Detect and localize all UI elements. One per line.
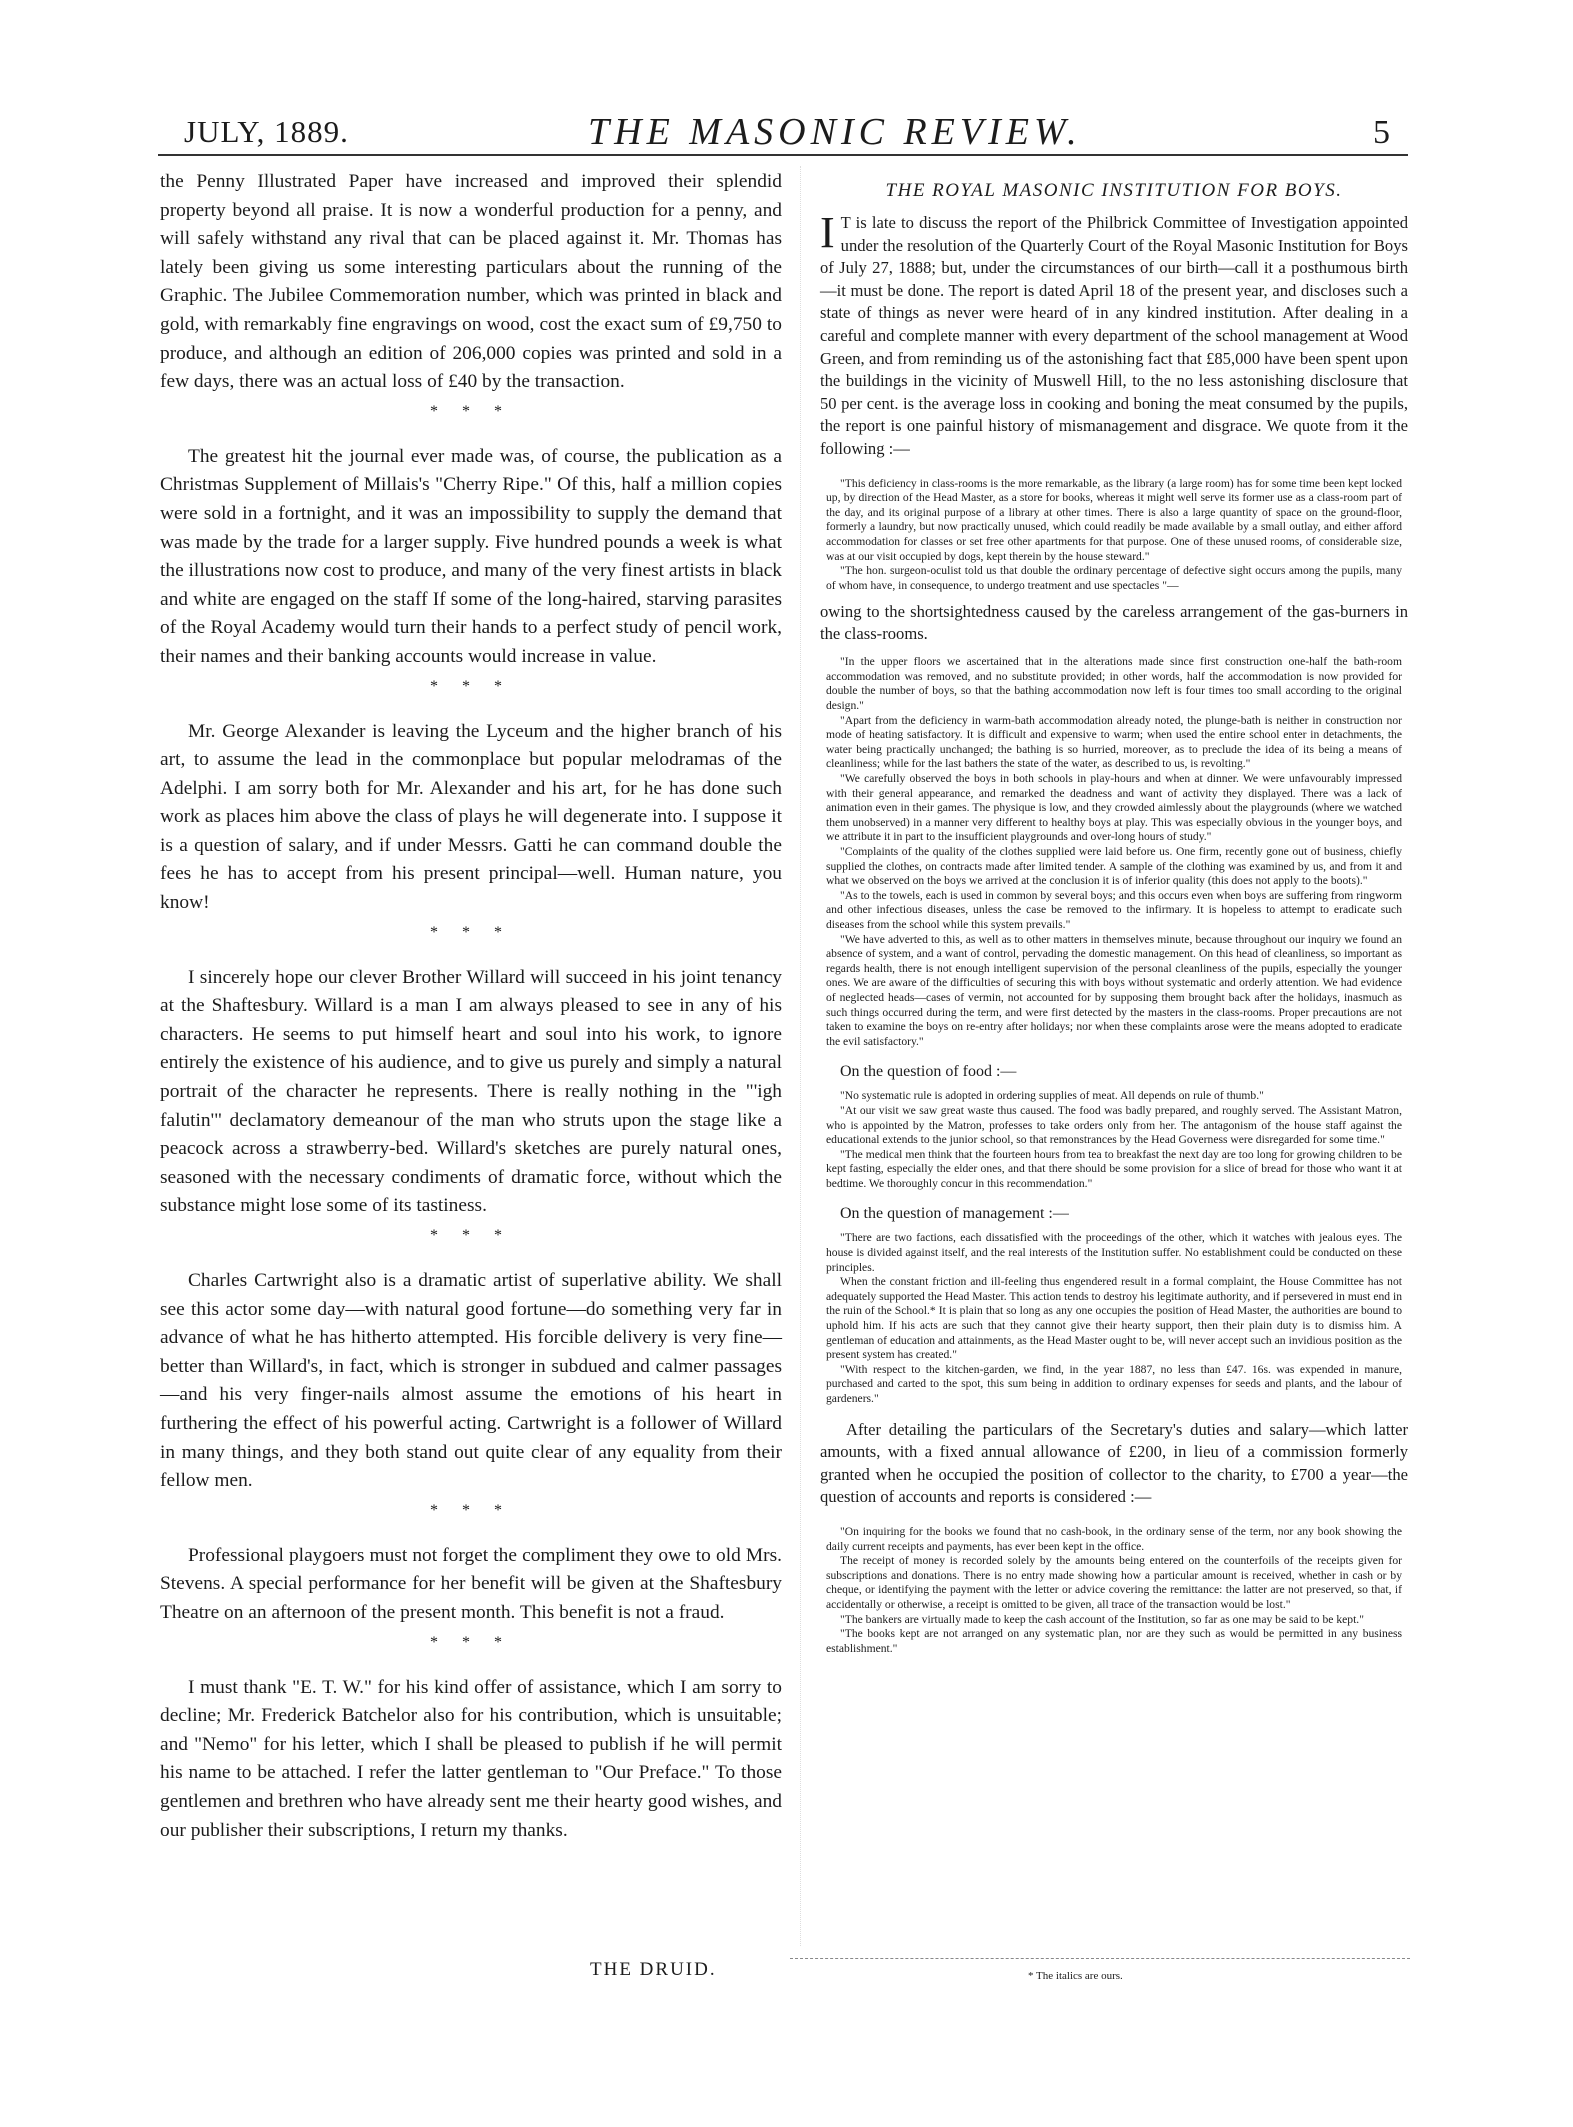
report-quote: "We have adverted to this, as well as to other matters in themselves minute, because throughout our inquiry we found an absence of system, and a want of control, pervading the domestic management. On this head of cleanliness, so important as regards health, there is not enough intelligent supervision of the personal cleanliness of the pupils, especially the younger ones. We are aware of the difficulties of securing this with boys without systematic and orderly attention. We had evidence of neglected heads—cases of vermin, not accounted for by supposing them brought back after the holidays, inasmuch as such things occurred during the term, and were first detected by the masters in the class-rooms. Proper precautions are not taken to examine the boys on re-entry after holidays; nor when these complaints arose were the means adopted to eradicate the evil satisfactory." bbox=[826, 932, 1402, 1048]
body-paragraph: After detailing the particulars of the Secretary's duties and salary—which latter amounts, with a fixed annual allowance of £200, in lieu of a commission formerly granted when he occupied the position of collector to the charity, to £700 a year—the question of accounts and reports is considered :— bbox=[820, 1419, 1408, 1507]
left-column bbox=[160, 168, 782, 1845]
section-separator: * * * bbox=[430, 1501, 512, 1519]
right-column bbox=[820, 180, 1408, 1656]
issue-date: JULY, 1889. bbox=[184, 114, 349, 149]
author-signature: THE DRUID. bbox=[590, 1959, 717, 1980]
section-separator: * * * bbox=[430, 402, 512, 420]
article-paragraph: I must thank "E. T. W." for his kind offer of assistance, which I am sorry to decline; Mr. Frederick Batchelor also for his contribution, which is unsuitable; and "Nemo" for his letter, which I shall be pleased to publish if he will permit his name to be attached. I refer the latter gentleman to "Our Preface." To those gentlemen and brethren who have already sent me their hearty good wishes, and our publisher their subscriptions, I return my thanks. bbox=[160, 1676, 782, 1841]
article-paragraph: Mr. George Alexander is leaving the Lyceum and the higher branch of his art, to assume the lead in the commonplace but popular melodramas of the Adelphi. I am sorry both for Mr. Alexander and his art, for he has done such work as places him above the class of plays he will degenerate into. I suppose it is a question of salary, and if under Messrs. Gatti he can command double the fees he has to accept from his present principal—well. Human nature, you know! bbox=[160, 720, 782, 914]
report-quote: The receipt of money is recorded solely by the amounts being entered on the counterfoils of the receipts given for subscriptions and donations. There is no entry made showing how a particular amount is received, whether in cash or by cheque, or identifying the payment with the letter or advice covering the remittance: the latter are not preserved, so that, if accidentally or otherwise, a receipt is omitted to be given, all trace of the transaction would be lost." bbox=[826, 1554, 1402, 1611]
header-rule bbox=[158, 154, 1408, 156]
footnote: * The italics are ours. bbox=[1028, 1970, 1123, 1982]
report-quote: "The books kept are not arranged on any systematic plan, nor are they such as would be permitted in any business establishment." bbox=[826, 1627, 1402, 1655]
report-quote: "With respect to the kitchen-garden, we find, in the year 1887, no less than £47. 16s. was expended in manure, purchased and carted to the spot, this sum being in addition to ordinary expenses for seeds and plants, and the labour of gardeners." bbox=[826, 1362, 1402, 1405]
article-paragraph: the Penny Illustrated Paper have increased and improved their splendid property beyond all praise. It is now a wonderful production for a penny, and will safely withstand any rival that can be placed against it. Mr. Thomas has lately been giving us some interesting particulars about the running of the Graphic. The Jubilee Commemoration number, which was printed in black and gold, with remarkably fine engravings on wood, cost the exact sum of £9,750 to produce, and although an edition of 206,000 copies was printed and sold in a few days, there was an actual loss of £40 by the transaction. bbox=[160, 171, 782, 393]
subheading-management: On the question of management :— bbox=[840, 1205, 1069, 1223]
body-paragraph: owing to the shortsightedness caused by the careless arrangement of the gas-burners in the class-rooms. bbox=[820, 602, 1408, 644]
quote-block bbox=[820, 1089, 1408, 1191]
column-divider bbox=[800, 166, 801, 1946]
report-quote: "The hon. surgeon-oculist told us that double the ordinary percentage of defective sight occurs among the pupils, many of whom have, in consequence, to undergo treatment and use spectacles "— bbox=[826, 564, 1402, 592]
quote-block bbox=[820, 1525, 1408, 1656]
report-quote: "There are two factions, each dissatisfied with the proceedings of the other, which it watches with jealous eyes. The house is divided against itself, and the real interests of the Institution suffer. No establishment could be conducted on these principles. bbox=[826, 1231, 1402, 1274]
publication-title: THE MASONIC REVIEW. bbox=[588, 111, 1082, 153]
report-quote: "No systematic rule is adopted in ordering supplies of meat. All depends on rule of thumb." bbox=[840, 1089, 1264, 1103]
section-title: THE ROYAL MASONIC INSTITUTION FOR BOYS. bbox=[885, 180, 1343, 201]
report-quote: "The bankers are virtually made to keep the cash account of the Institution, so far as one may be said to be kept." bbox=[840, 1612, 1364, 1626]
report-quote: "At our visit we saw great waste thus caused. The food was badly prepared, and roughly served. The Assistant Matron, who is appointed by the Matron, professes to take orders only from her. The antagonism of the house staff against the educational extends to the junior school, so that remonstrances by the Head Governess were disregarded for some time." bbox=[826, 1103, 1402, 1147]
report-quote: "This deficiency in class-rooms is the more remarkable, as the library (a large room) has for some time been kept locked up, by direction of the Head Master, as a store for books, whereas it might well serve its former use as a class-room part of the day, and its original purpose of a library at other times. There is also a large quantity of space on the ground-floor, formerly a laundry, but now practically unused, which could readily be made available by a small outlay, and either afford accommodation for classes or set free other apartments for that purpose. One of these unused rooms, of considerable size, was at our visit occupied by dogs, kept therein by the house steward." bbox=[826, 476, 1402, 563]
article-paragraph: I sincerely hope our clever Brother Willard will succeed in his joint tenancy at the Shaftesbury. Willard is a man I am always pleased to see in any of his characters. He seems to put himself heart and soul into his work, to ignore entirely the existence of his audience, and to give us purely and simply a natural portrait of the character he represents. There is really nothing in the "'igh falutin'" declamatory demeanour of the man who struts upon the stage like a peacock across a strawberry-bed. Willard's sketches are purely natural ones, seasoned with the necessary condiments of dramatic force, without which the substance might lose some of its tastiness. bbox=[160, 966, 782, 1217]
section-separator: * * * bbox=[430, 1633, 512, 1651]
section-separator: * * * bbox=[430, 677, 512, 695]
report-quote: "The medical men think that the fourteen hours from tea to breakfast the next day are too long for growing children to be kept fasting, especially the elder ones, and that there should be some provision for a slice of bread for those who want it at bedtime. We thoroughly concur in this recommendation." bbox=[826, 1147, 1402, 1190]
report-quote: "Complaints of the quality of the clothes supplied were laid before us. One firm, recently gone out of business, chiefly supplied the clothes, on contracts made after limited tender. A sample of the clothing was examined by us, and from it and what we observed on the boys we arrived at the conclusion it is of inferior quality (this does not apply to the boots)." bbox=[826, 845, 1402, 888]
report-quote: "On inquiring for the books we found that no cash-book, in the ordinary sense of the term, nor any book showing the daily current receipts and payments, has ever been kept in the office. bbox=[826, 1524, 1402, 1553]
page-header bbox=[158, 110, 1408, 160]
report-quote: When the constant friction and ill-feeling thus engendered result in a formal complaint, the House Committee has not adequately supported the Head Master. This action tends to destroy his legitimate authority, and if persevered in must end in the ruin of the School.* It is plain that so long as any one occupies the position of Head Master, the authorities are bound to uphold him. If his acts are such that they cannot give their hearty support, then their plain duty is to dismiss him. A gentleman of education and attainments, as the Head Master ought to be, will never accept such an invidious position as the present system has created." bbox=[826, 1275, 1402, 1362]
article-paragraph: Charles Cartwright also is a dramatic artist of superlative ability. We shall see this actor some day—with natural good fortune—do something very far in advance of what he has hitherto attempted. His forcible delivery is very fine—better than Willard's, in fact, which is stronger in subdued and calmer passages—and his very finger-nails almost assume the emotions of his heart in furthering the effect of his powerful acting. Cartwright is a follower of Willard in many things, and they both stand out quite clear of any equality from their fellow men. bbox=[160, 1270, 782, 1492]
page-number: 5 bbox=[1373, 114, 1390, 151]
quote-block bbox=[820, 477, 1408, 594]
article-paragraph: Professional playgoers must not forget the compliment they owe to old Mrs. Stevens. A special performance for her benefit will be given at the Shaftesbury Theatre on an afternoon of the present month. This benefit is not a fraud. bbox=[160, 1544, 782, 1623]
report-quote: "In the upper floors we ascertained that in the alterations made since first construction one-half the bath-room accommodation was removed, and no substitute provided; in other words, half the accommodation is now provided for double the number of boys, so that the bathing accommodation now left is four times too small according to the original design." bbox=[826, 655, 1402, 713]
report-quote: "We carefully observed the boys in both schools in play-hours and when at dinner. We were unfavourably impressed with their general appearance, and remarked the deadness and want of activity they displayed. There was a lack of animation even in their games. The physique is low, and they crowded aimlessly about the playgrounds (where we watched them unobserved) in a manner very different to healthy boys at play. This was especially obvious in the younger boys, and we attribute it in part to the insufficient playgrounds and over-long hours of study." bbox=[826, 772, 1402, 844]
subheading-food: On the question of food :— bbox=[840, 1063, 1017, 1081]
section-separator: * * * bbox=[430, 923, 512, 941]
intro-paragraph: IT is late to discuss the report of the Philbrick Committee of Investigation appointed under the resolution of the Quarterly Court of the Royal Masonic Institution for Boys of July 27, 1888; but, under the circumstances of our birth—call it a posthumous birth—it must be done. The report is dated April 18 of the present year, and discloses such a state of things as never were heard of in any kindred institution. After dealing in a careful and complete manner with every department of the school management at Wood Green, and from reminding us of the astonishing fact that £85,000 have been spent upon the buildings in the vicinity of Muswell Hill, to the no less astonishing disclosure that 50 per cent. is the average loss in cooking and boning the meat consumed by the pupils, the report is one painful history of mismanagement and disgrace. We quote from it the following :— bbox=[820, 208, 1408, 458]
report-quote: "Apart from the deficiency in warm-bath accommodation already noted, the plunge-bath is neither in construction nor mode of heating satisfactory. It is difficult and expensive to warm; when used the entire school enter in detachments, the water being practically unchanged; the bathing is so hurried, moreover, as to preclude the idea of its being a means of cleanliness; while for the last bathers the state of the water, as described to us, is revolting." bbox=[826, 713, 1402, 771]
article-paragraph: The greatest hit the journal ever made was, of course, the publication as a Christmas Supplement of Millais's "Cherry Ripe." Of this, half a million copies were sold in a fortnight, and it was an impossibility to supply the demand that was made by the trade for a larger supply. Five hundred pounds a week is what the illustrations now cost to produce, and many of the very finest artists in black and white are engaged on the staff If some of the long-haired, starving parasites of the Royal Academy would turn their hands to a perfect study of pencil work, their names and their banking accounts would increase in value. bbox=[160, 445, 782, 667]
section-separator: * * * bbox=[430, 1227, 512, 1244]
report-quote: "As to the towels, each is used in common by several boys; and this occurs even when boys are suffering from ringworm and other infectious diseases, unless the case be removed to the infirmary. It is hopeless to attempt to eradicate such diseases from the school while this system prevails." bbox=[826, 888, 1402, 931]
quote-block bbox=[820, 655, 1408, 1049]
quote-block bbox=[820, 1231, 1408, 1406]
footnote-rule bbox=[790, 1958, 1410, 1959]
